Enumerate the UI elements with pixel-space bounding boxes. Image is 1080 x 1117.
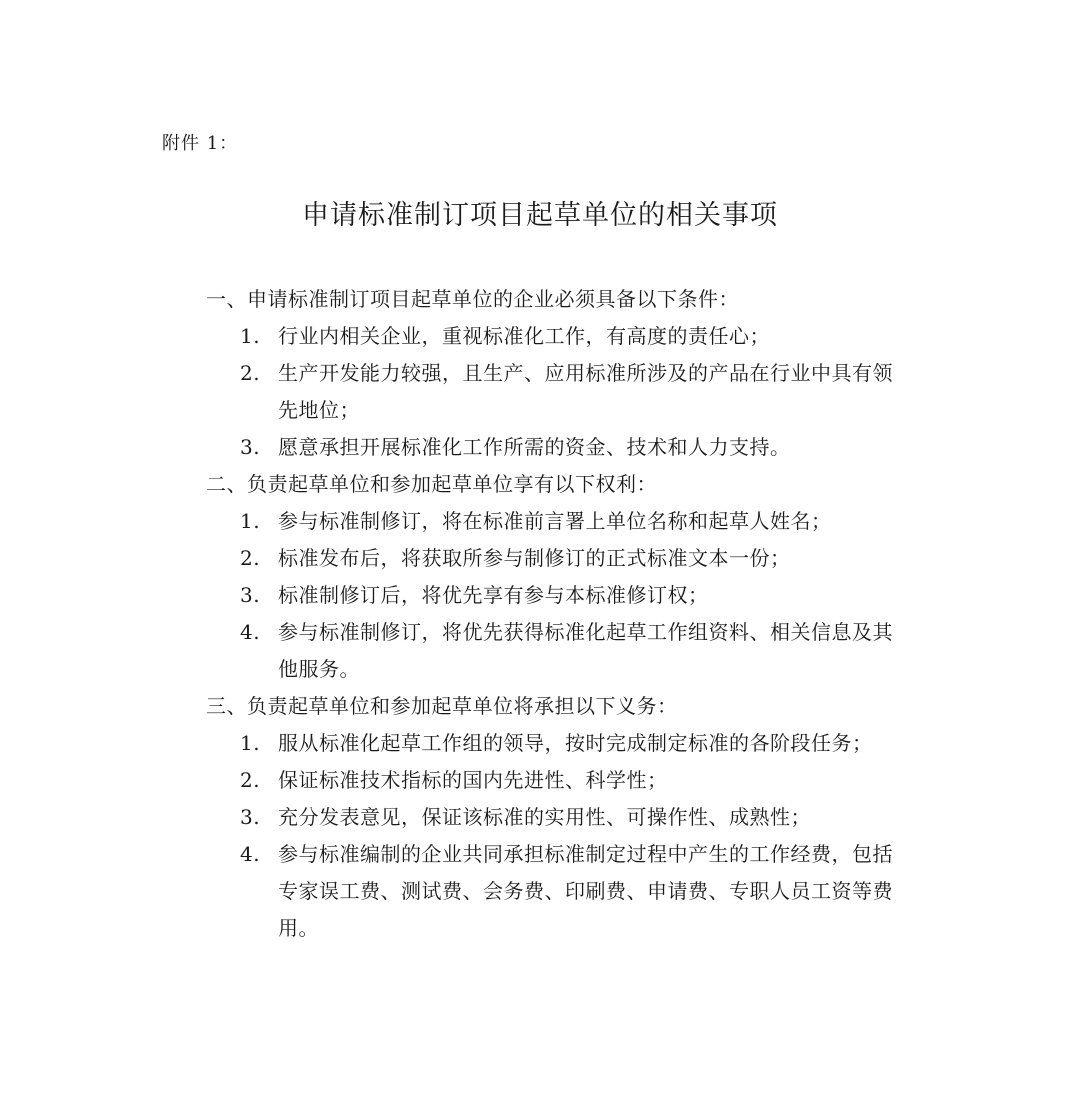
list-item-number: 3. (240, 583, 261, 607)
list-item (206, 318, 926, 355)
document-title: 申请标准制订项目起草单位的相关事项 (302, 200, 778, 231)
list-item-text: 愿意承担开展标准化工作所需的资金、技术和人力支持。 (278, 435, 791, 459)
list-item-text: 参与标准制修订，将在标准前言署上单位名称和起草人姓名； (278, 509, 832, 533)
list-item-number: 2. (240, 546, 261, 570)
list-item-text: 参与标准编制的企业共同承担标准制定过程中产生的工作经费，包括专家误工费、测试费、会务费、印刷费、申请费、专职人员工资等费用。 (278, 842, 893, 940)
list-item-text: 保证标准技术指标的国内先进性、科学性； (278, 768, 668, 792)
section-heading-conditions: 一、申请标准制订项目起草单位的企业必须具备以下条件： (206, 287, 739, 311)
list-item-text: 充分发表意见，保证该标准的实用性、可操作性、成熟性； (278, 805, 811, 829)
document-body (206, 281, 926, 947)
list-item-text: 服从标准化起草工作组的领导，按时完成制定标准的各阶段任务； (278, 731, 873, 755)
list-item (206, 429, 926, 466)
list-item (206, 725, 926, 762)
list-item-number: 2. (240, 768, 261, 792)
list-item-number: 1. (240, 324, 261, 348)
list-item (206, 540, 926, 577)
list-item-number: 3. (240, 805, 261, 829)
list-item-number: 1. (240, 509, 261, 533)
list-item-number: 3. (240, 435, 261, 459)
list-item-text: 生产开发能力较强，且生产、应用标准所涉及的产品在行业中具有领先地位； (278, 361, 893, 422)
list-item-number: 4. (240, 620, 261, 644)
list-item-number: 1. (240, 731, 261, 755)
list-item-text: 标准发布后，将获取所参与制修订的正式标准文本一份； (278, 546, 791, 570)
list-item (206, 614, 926, 688)
list-item (206, 577, 926, 614)
list-item-text: 行业内相关企业，重视标准化工作，有高度的责任心； (278, 324, 770, 348)
list-item-number: 4. (240, 842, 261, 866)
list-item (206, 503, 926, 540)
list-item-text: 参与标准制修订，将优先获得标准化起草工作组资料、相关信息及其他服务。 (278, 620, 893, 681)
list-item-number: 2. (240, 361, 261, 385)
list-item-text: 标准制修订后，将优先享有参与本标准修订权； (278, 583, 709, 607)
attachment-label: 附件 1： (162, 133, 239, 154)
list-item (206, 836, 926, 947)
section-heading-obligations: 三、负责起草单位和参加起草单位将承担以下义务： (206, 694, 678, 718)
section-heading-rights: 二、负责起草单位和参加起草单位享有以下权利： (206, 472, 657, 496)
list-item (206, 799, 926, 836)
list-item (206, 762, 926, 799)
list-item (206, 355, 926, 429)
